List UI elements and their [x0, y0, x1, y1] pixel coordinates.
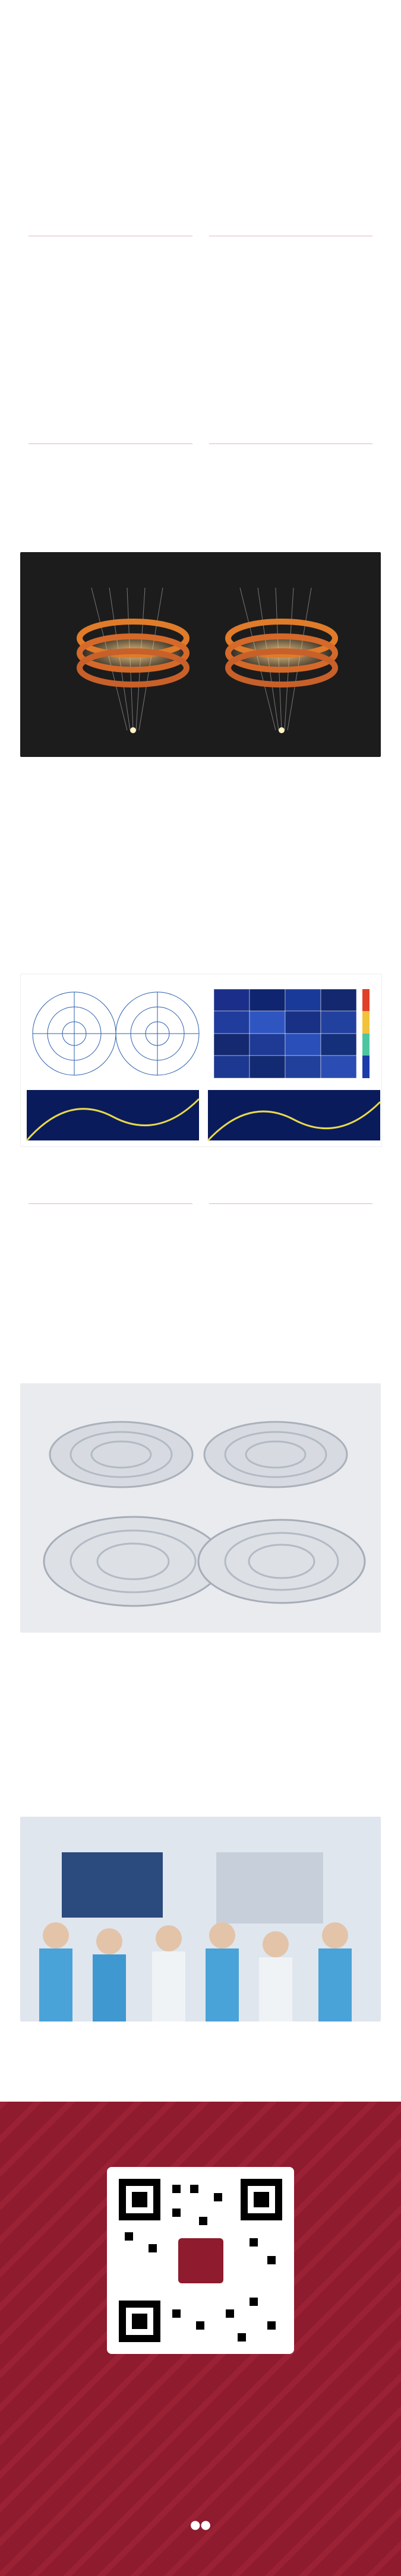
divider — [29, 443, 192, 444]
wechat-icon: ●● — [190, 2517, 211, 2531]
beam-pattern-grid — [214, 989, 356, 1078]
section-heading — [20, 433, 381, 454]
metasurface-disc — [204, 1422, 347, 1487]
experiment-panel — [208, 1090, 380, 1140]
prototype-illustration — [20, 1383, 381, 1633]
metasurface-ring-left — [80, 622, 187, 685]
team-photo — [20, 1817, 381, 2021]
center-logo — [178, 2238, 223, 2283]
person — [93, 1928, 126, 2021]
focal-points — [130, 727, 285, 733]
metasurface-disc — [50, 1422, 192, 1487]
equipment-rack — [216, 1852, 323, 1924]
team-illustration — [20, 1817, 381, 2021]
metasurface-ring-right — [228, 622, 335, 685]
person — [206, 1922, 239, 2021]
simulation-figure — [20, 974, 382, 1147]
wechat-handle[interactable] — [0, 2517, 401, 2531]
qr-code[interactable] — [107, 2167, 294, 2354]
divider — [209, 1203, 373, 1204]
section-heading — [20, 226, 381, 246]
simulation-illustration — [21, 974, 381, 1146]
metasurface-figure — [20, 552, 381, 757]
qr-pattern — [107, 2167, 294, 2354]
metasurface-disc — [44, 1517, 222, 1606]
person — [152, 1925, 185, 2021]
simulation-panel — [27, 1090, 199, 1140]
polar-map — [116, 992, 199, 1075]
metasurface-illustration — [20, 552, 381, 757]
section-heading — [20, 1193, 381, 1213]
divider — [29, 1203, 192, 1204]
person — [39, 1922, 72, 2021]
person — [318, 1922, 352, 2021]
monitor-screen — [62, 1852, 163, 1918]
person — [259, 1931, 292, 2021]
footer-banner — [0, 2102, 401, 2576]
colorbar — [362, 989, 370, 1078]
prototype-photo — [20, 1383, 381, 1633]
divider — [209, 443, 373, 444]
polar-map — [33, 992, 116, 1075]
metasurface-disc — [198, 1520, 365, 1603]
